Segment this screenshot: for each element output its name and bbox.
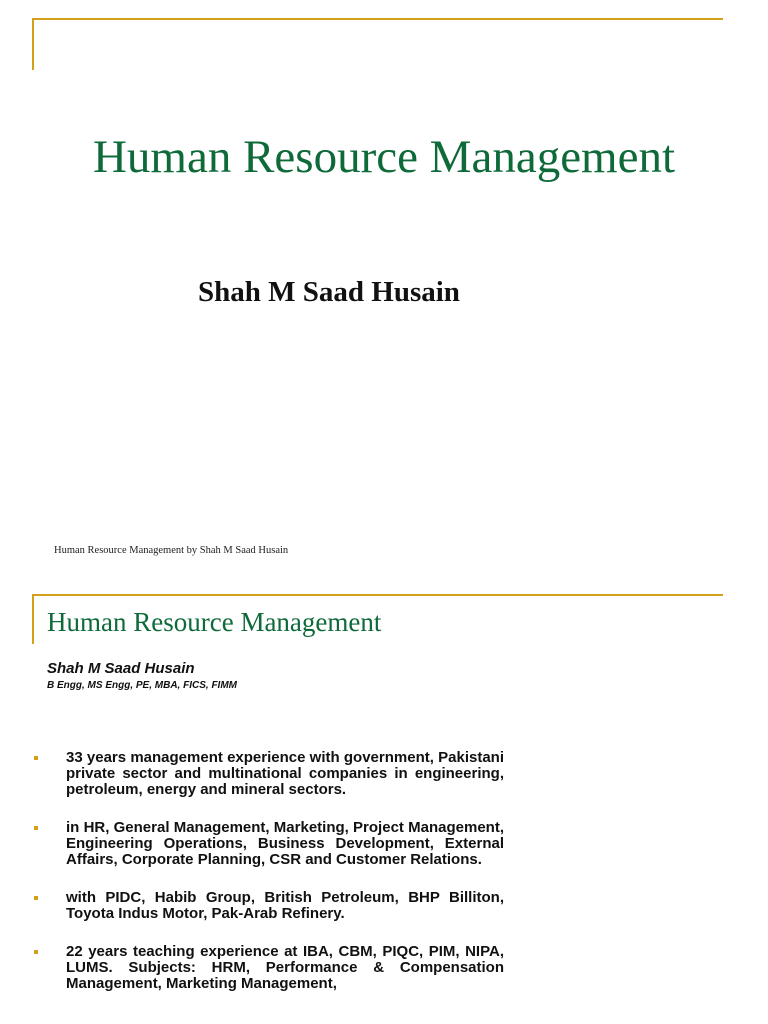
- bullet-text: with PIDC, Habib Group, British Petroleum, BHP Billiton, Toyota Indus Motor, Pak-Arab Refinery.: [66, 889, 504, 922]
- corner-line-vertical: [32, 594, 34, 644]
- bullet-square-icon: [34, 826, 38, 830]
- corner-line-vertical: [32, 18, 34, 70]
- list-item: [32, 890, 504, 922]
- bullet-square-icon: [34, 756, 38, 760]
- bullet-square-icon: [34, 896, 38, 900]
- presenter-name: Shah M Saad Husain: [47, 660, 195, 677]
- list-item: [32, 750, 504, 798]
- profile-slide: [0, 580, 768, 1024]
- experience-list: [32, 750, 504, 1014]
- bullet-text: 22 years teaching experience at IBA, CBM, PIQC, PIM, NIPA, LUMS. Subjects: HRM, Performance & Compensation Management, Marketing Management,: [66, 943, 504, 992]
- presenter-credentials: B Engg, MS Engg, PE, MBA, FICS, FIMM: [47, 680, 237, 691]
- slide-title: Human Resource Management: [92, 131, 676, 183]
- corner-line-horizontal: [32, 18, 723, 20]
- slide-title: Human Resource Management: [47, 607, 382, 637]
- list-item: [32, 944, 504, 992]
- bullet-text: 33 years management experience with government, Pakistani private sector and multinational companies in engineering, petroleum, energy and mineral sectors.: [66, 749, 504, 798]
- presenter-name: Shah M Saad Husain: [198, 276, 460, 308]
- corner-line-horizontal: [32, 594, 723, 596]
- slide-footer: Human Resource Management by Shah M Saad Husain: [54, 545, 289, 556]
- list-item: [32, 820, 504, 868]
- bullet-square-icon: [34, 950, 38, 954]
- bullet-text: in HR, General Management, Marketing, Project Management, Engineering Operations, Business Development, External Affairs, Corporate Planning, CSR and Customer Relations.: [66, 819, 504, 868]
